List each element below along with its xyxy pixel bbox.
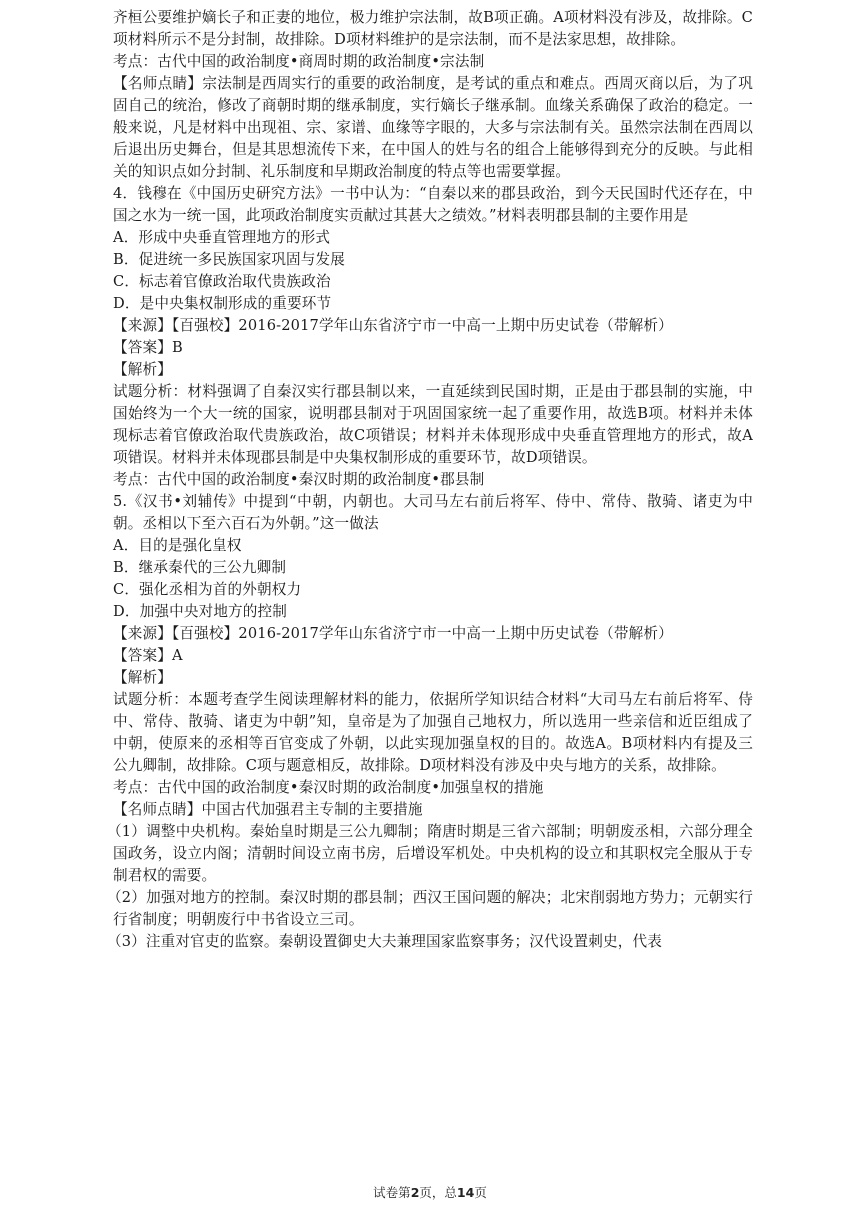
question-5-answer: 【答案】A — [113, 647, 183, 664]
question-5-option-b: B．继承秦代的三公九卿制 — [113, 559, 287, 576]
measure-2: （2）加强对地方的控制。秦汉时期的郡县制；西汉王国问题的解决；北宋削弱地方势力；元朝实行行省制度；明朝废行中书省设立三司。 — [107, 889, 753, 928]
question-5-jiexi-heading: 【解析】 — [113, 669, 172, 686]
question-4-option-a: A．形成中央垂直管理地方的形式 — [113, 229, 331, 246]
kaodian-q4: 考点：古代中国的政治制度•秦汉时期的政治制度•郡县制 — [113, 471, 485, 488]
kaodian-q3: 考点：古代中国的政治制度•商周时期的政治制度•宗法制 — [113, 53, 485, 70]
question-4-option-d: D．是中央集权制形成的重要环节 — [113, 295, 332, 312]
footer-total-pages: 14 — [456, 1185, 475, 1200]
question-5-source: 【来源】【百强校】2016-2017学年山东省济宁市一中高一上期中历史试卷（带解析） — [113, 625, 673, 642]
footer-prefix: 试卷第 — [373, 1185, 411, 1200]
measure-3: （3）注重对官吏的监察。秦朝设置御史大夫兼理国家监察事务；汉代设置刺史，代表 — [107, 933, 662, 950]
mingshi-dianjing-q3: 【名师点睛】宗法制是西周实行的重要的政治制度，是考试的重点和难点。西周灭商以后，为了巩固自己的统治，修改了商朝时期的继承制度，实行嫡长子继承制。血缘关系确保了政治的稳定。一般来说，凡是材料中出现祖、宗、家谱、血缘等字眼的，大多与宗法制有关。虽然宗法制在西周以后退出历史舞台，但是其思想流传下来，在中国人的姓与名的组合上能够得到充分的反映。与此相关的知识点如分封制、礼乐制度和早期政治制度的特点等也需要掌握。 — [113, 75, 753, 180]
question-5-stem: 5.《汉书•刘辅传》中提到“中朝，内朝也。大司马左右前后将军、侍中、常侍、散骑、诸吏为中朝。丞相以下至六百石为外朝。”这一做法 — [113, 493, 753, 532]
question-4-jiexi-heading: 【解析】 — [113, 361, 172, 378]
page-footer — [0, 1183, 860, 1201]
footer-middle: 页，总 — [419, 1185, 457, 1200]
footer-page-number: 2 — [410, 1185, 420, 1200]
analysis-q3-end: 齐桓公要维护嫡长子和正妻的地位，极力维护宗法制，故B项正确。A项材料没有涉及，故排除。C项材料所示不是分封制，故排除。D项材料维护的是宗法制，而不是法家思想，故排除。 — [113, 9, 753, 48]
question-4-stem: 4．钱穆在《中国历史研究方法》一书中认为：“自秦以来的郡县政治，到今天民国时代还存在，中国之水为一统一国，此项政治制度实贡献过其甚大之绩效。”材料表明郡县制的主要作用是 — [113, 185, 753, 224]
question-4-answer: 【答案】B — [113, 339, 183, 356]
kaodian-q5: 考点：古代中国的政治制度•秦汉时期的政治制度•加强皇权的措施 — [113, 779, 544, 796]
question-4-option-b: B．促进统一多民族国家巩固与发展 — [113, 251, 346, 268]
measure-1: （1）调整中央机构。秦始皇时期是三公九卿制；隋唐时期是三省六部制；明朝废丞相，六部分理全国政务，设立内阁；清朝时间设立南书房，后增设军机处。中央机构的设立和其职权完全服从于专制君权的需要。 — [107, 823, 753, 884]
question-5-analysis: 试题分析：本题考查学生阅读理解材料的能力，依据所学知识结合材料“大司马左右前后将军、侍中、常侍、散骑、诸吏为中朝”知，皇帝是为了加强自己地权力，所以选用一些亲信和近臣组成了中朝，使原来的丞相等百官变成了外朝，以此实现加强皇权的目的。故选A。B项材料内有提及三公九卿制，故排除。C项与题意相反，故排除。D项材料没有涉及中央与地方的关系，故排除。 — [113, 691, 753, 774]
question-4-analysis: 试题分析：材料强调了自秦汉实行郡县制以来，一直延续到民国时期，正是由于郡县制的实施，中国始终为一个大一统的国家，说明郡县制对于巩固国家统一起了重要作用，故选B项。材料并未体现标志着官僚政治取代贵族政治，故C项错误；材料并未体现形成中央垂直管理地方的形式，故A项错误。材料并未体现郡县制是中央集权制形成的重要环节，故D项错误。 — [113, 383, 753, 466]
question-5-option-c: C．强化丞相为首的外朝权力 — [113, 581, 302, 598]
document-body — [107, 7, 753, 953]
footer-suffix: 页 — [474, 1185, 487, 1200]
question-4-source: 【来源】【百强校】2016-2017学年山东省济宁市一中高一上期中历史试卷（带解析） — [113, 317, 673, 334]
question-5-option-a: A．目的是强化皇权 — [113, 537, 242, 554]
question-4-option-c: C．标志着官僚政治取代贵族政治 — [113, 273, 331, 290]
mingshi-dianjing-q5-heading: 【名师点睛】中国古代加强君主专制的主要措施 — [113, 801, 423, 818]
question-5-option-d: D．加强中央对地方的控制 — [113, 603, 288, 620]
